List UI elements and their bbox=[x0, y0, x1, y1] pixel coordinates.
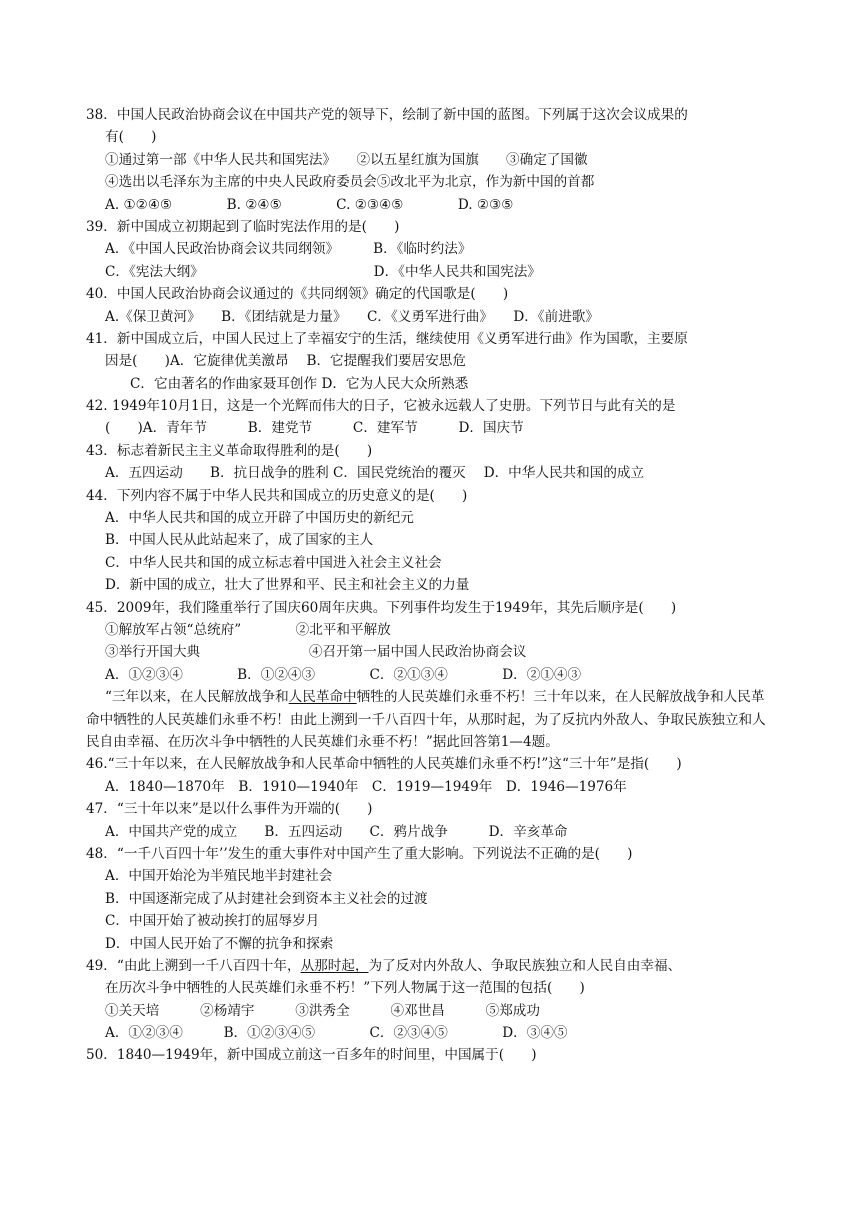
q49-stem-part2: 为了反对内外敌人、争取民族独立和人民自由幸福、 bbox=[368, 957, 682, 974]
text-line: C．中国开始了被动挨打的屈辱岁月 bbox=[105, 913, 320, 930]
question-list bbox=[86, 104, 776, 1067]
text-line: ④选出以毛泽东为主席的中央人民政府委员会⑤改北平为北京，作为新中国的首都 bbox=[105, 174, 595, 191]
text-line: 42. 1949年10月1日，这是一个光辉而伟大的日子，它被永远载人了史册。下列节日与此有关的是 bbox=[86, 398, 676, 415]
q49-stem-part1: 49．“由此上溯到一千八百四十年， bbox=[86, 957, 301, 974]
text-line: C．它由著名的作曲家聂耳创作 D．它为人民大众所熟悉 bbox=[130, 375, 469, 392]
text-line: 39．新中国成立初期起到了临时宪法作用的是( ) bbox=[86, 218, 400, 235]
q49-options: A．①②③④ B．①②③④⑤ C．②③④⑤ D．③④⑤ bbox=[105, 1025, 568, 1042]
text-line: A．中华人民共和国的成立开辟了中国历史的新纪元 bbox=[105, 510, 414, 527]
text-line: A．①②③④ B．①②④③ C．②①③④ D．②①④③ bbox=[105, 666, 582, 683]
text-line: 38．中国人民政治协商会议在中国共产党的领导下，绘制了新中国的蓝图。下列属于这次会议成果的 bbox=[86, 107, 688, 123]
text-line: A. ①②④⑤ B. ②④⑤ C. ②③④⑤ D. ②③⑤ bbox=[105, 196, 514, 213]
text-line: A．1840—1870年 B．1910—1940年 C．1919—1949年 D．1946—1976年 bbox=[105, 778, 627, 795]
text-line: ③举行开国大典 ④召开第一届中国人民政治协商会议 bbox=[105, 644, 527, 661]
text-line: A.《保卫黄河》 B．《团结就是力量》 C．《义勇军进行曲》 D．《前进歌》 bbox=[105, 308, 599, 325]
text-line: ①通过第一部《中华人民共和国宪法》 ②以五星红旗为国旗 ③确定了国徽 bbox=[105, 151, 588, 168]
q50-stem: 50．1840—1949年，新中国成立前这一百多年的时间里，中国属于( ) bbox=[86, 1047, 537, 1064]
passage-text-start: “三年以来，在人民解放战争和 bbox=[105, 689, 289, 706]
text-line: 47．“三十年以来”是以什么事件为开端的( ) bbox=[86, 801, 373, 818]
questions-38-45 bbox=[86, 104, 776, 686]
text-line: 46.“三十年以来，在人民解放战争和人民革命中牺牲的人民英雄们永垂不朽!”这“三十年”是指( ) bbox=[86, 756, 682, 773]
reading-passage bbox=[86, 686, 776, 753]
text-line: D．中国人民开始了不懈的抗争和探索 bbox=[105, 935, 334, 952]
text-line: A．五四运动 B．抗日战争的胜利 C．国民党统治的覆灭 D．中华人民共和国的成立 bbox=[105, 465, 645, 482]
text-line: 40．中国人民政治协商会议通过的《共同纲领》确定的代国歌是( ) bbox=[86, 286, 509, 303]
text-line: A．中国开始沦为半殖民地半封建社会 bbox=[105, 868, 333, 885]
text-line: A．《中国人民政治协商会议共同纲领》 B．《临时约法》 bbox=[105, 241, 472, 258]
q49-items: ①关天培 ②杨靖宇 ③洪秀全 ④邓世昌 ⑤郑成功 bbox=[105, 1002, 540, 1019]
q49-stem-line2: 在历次斗争中牺牲的人民英雄们永垂不朽！”下列人物属于这一范围的包括( ) bbox=[105, 980, 585, 997]
text-line: A．中国共产党的成立 B．五四运动 C．鸦片战争 D．辛亥革命 bbox=[105, 823, 568, 840]
q49-stem-line1 bbox=[86, 955, 776, 977]
text-line: C．《宪法大纲》 D．《中华人民共和国宪法》 bbox=[105, 263, 541, 280]
passage-underlined-text: 人民革命中 bbox=[288, 689, 357, 706]
text-line: 41．新中国成立后，中国人民过上了幸福安宁的生活，继续使用《义勇军进行曲》作为国歌，主要原 bbox=[86, 330, 688, 347]
passage-text-end: 牺牲的人民英雄们永垂不朽！三十年以来，在人民解放战争和人民革命中牺牲的人民英雄们永垂不朽！由此上溯到一千八百四十年，从那时起，为了反抗内外敌人、争取民族独立和人民自由幸福、在历次斗争中牺牲的人民英雄们永垂不朽！”据此回答第1—4题。 bbox=[86, 689, 766, 750]
text-line: 48．“一千八百四十年’’发生的重大事件对中国产生了重大影响。下列说法不正确的是( ) bbox=[86, 845, 633, 862]
text-line: B．中国逐渐完成了从封建社会到资本主义社会的过渡 bbox=[105, 890, 428, 907]
text-line: ①解放军占领“总统府” ②北平和平解放 bbox=[105, 621, 391, 638]
text-line: 43．标志着新民主主义革命取得胜利的是( ) bbox=[86, 442, 373, 459]
text-line: 45．2009年，我们隆重举行了国庆60周年庆典。下列事件均发生于1949年，其先后顺序是( ) bbox=[86, 599, 677, 616]
text-line: 因是( )A．它旋律优美激昂 B．它提醒我们要居安思危 bbox=[105, 353, 466, 370]
text-line: B．中国人民从此站起来了，成了国家的主人 bbox=[105, 532, 374, 549]
text-line: 44．下列内容不属于中华人民共和国成立的历史意义的是( ) bbox=[86, 487, 468, 504]
text-line: 有( ) bbox=[105, 129, 157, 146]
q49-underlined-phrase: 从那时起， bbox=[300, 957, 369, 974]
text-line: ( )A．青年节 B．建党节 C．建军节 D．国庆节 bbox=[105, 420, 524, 437]
questions-46-48 bbox=[86, 753, 776, 955]
text-line: D．新中国的成立，壮大了世界和平、民主和社会主义的力量 bbox=[105, 577, 470, 594]
text-line: C．中华人民共和国的成立标志着中国进入社会主义社会 bbox=[105, 554, 442, 571]
